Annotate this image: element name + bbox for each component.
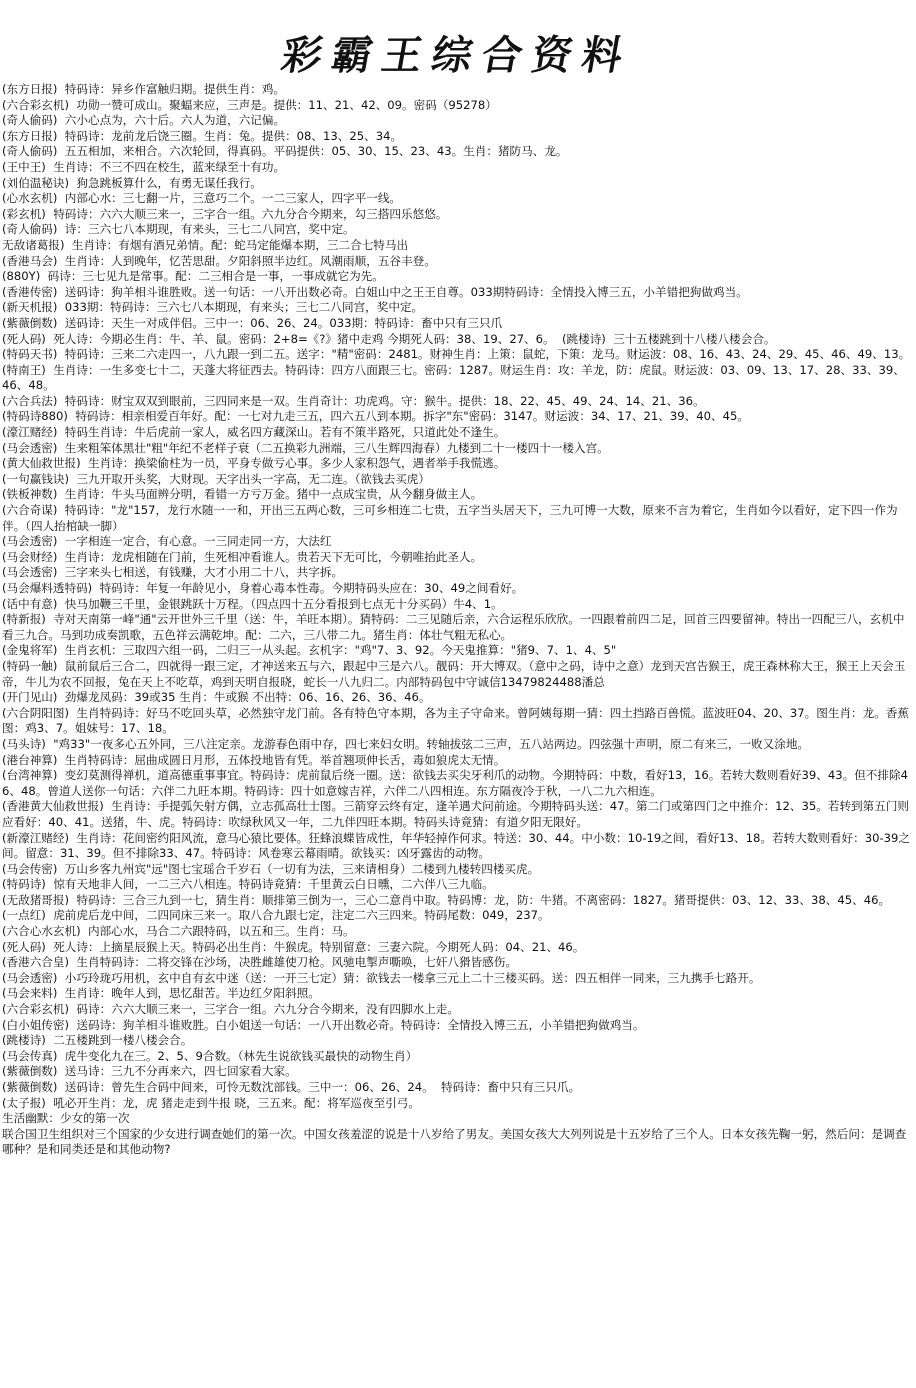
text-line: (香港马会) 生肖诗：人到晚年，忆苦思甜。夕阳斜照半边红。风潮雨顺，五谷丰登。: [2, 253, 436, 268]
text-line: (紫薇倒数) 送马诗：三九不分再来六，四七回家看大家。: [2, 1064, 297, 1079]
text-line: (马会财经) 生肖诗：龙虎相随在门前，生死相冲看谁人。贵若天下无可比，今朝唯抬此圣人。: [2, 549, 483, 564]
text-line: (特码诗880) 特码诗：相亲相爱百年好。配：一七对九走三五，四六五八到本期。拆字"东"密码：3147。财运波：34、17、21、39、40、45。: [2, 409, 749, 424]
text-line: (马会来料) 生肖诗：晚年人到，思忆甜苦。半边红夕阳斜照。: [2, 986, 320, 1001]
text-line: (一点红) 虎前虎后龙中间，二四同床三来一。取八合九跟七定，注定二六三四来。特码尾数：049，237。: [2, 908, 550, 923]
text-line: (特新报) 寺对天南第一峰"通"云开世外三千里（送：牛，羊旺本期）。猜特码：二三见随后亲，六合运程乐欣欣。一四跟着前四二足，回首三四要留神。特出一四配三八，玄机中看三九合。马到功成奏凯歌，五色祥云满乾坤。配：二六，三八带二九。猪生肖：体壮气粗无私心。: [2, 612, 905, 642]
text-line: (金鬼将军) 生肖玄机：三取四六组一码，二归三一从头起。玄机字："鸡"7、3、92。今天鬼推算："猪9、7、1、4、5": [2, 643, 617, 658]
text-line: 联合国卫生组织对三个国家的少女进行调查她们的第一次。中国女孩羞涩的说是十八岁给了男友。美国女孩大大列列说是十五岁给了三个人。日本女孩先鞠一躬，然后问：是调查哪种？是和同类还是和其他动物?: [2, 1126, 907, 1157]
text-line: (六合奇谋) 特码诗："龙"157，龙行水随一一和，开出三五两心数，三可乡相连二七贵，五字当头居天下，三九可博一大数，原来不言为着它，生肖如今以看好，定下四一作为伴。（四人抬棺缺一脚）: [2, 503, 898, 533]
text-line: (死人码) 死人诗：上摘星辰猴上天。特码必出生肖：牛猴虎。特别留意：三妻六院。今期死人码：04、21、46。: [2, 939, 585, 954]
text-line: (一句赢钱诀) 三九开取开头奖，大财现。天字出头一字高，无二连。（欲钱去买虎）: [2, 471, 430, 486]
text-line: (话中有意) 快马加鞭三千里，金银跳跃十万程。（四点四十五分看报到七点无十分买码）牛4、1。: [2, 596, 503, 611]
text-line: (跳楼诗) 二五楼跳到一楼八楼会合。: [2, 1033, 193, 1048]
text-line: (六合阴阳图) 生肖特码诗：好马不吃回头草，必然独守龙门前。各有特色守本期，各为主子守命来。曾阿姨每期一猜：四土挡路百兽慌。蓝波旺04、20、37。图生肖：龙。香蕉图：鸡3、7。姐妹号：17、18。: [2, 705, 910, 736]
text-line: (马头诗) "鸡33"一夜多心五外同，三八注定亲。龙游春色雨中存，四七来妇女明。转轴拔弦二三声，五八站两边。四弦强十声明，原二有来三，一败又涂地。: [2, 736, 810, 751]
text-line: (王中王) 生肖诗：不三不四在校生，蓝来绿至十有功。: [2, 159, 286, 174]
text-line: (白小姐传密) 送码诗：狗羊相斗谁败胜。白小姐送一句话：一八开出数必奇。特码诗：全情投入博三五，小羊错把狗做鸡当。: [2, 1017, 645, 1032]
text-line: (特码天书) 特码诗：三来二六走四一，八九跟一到二五。送字："精"密码：2481。财神生肖：上策：鼠蛇，下策：龙马。财运波：08、16、43、24、29、45、46、49、13。: [2, 347, 911, 362]
text-line: (东方日报) 特码诗：龙前龙后饶三圈。生肖：兔。提供：08、13、25、34。: [2, 128, 403, 143]
text-line: 无敌诸葛报) 生肖诗：有烟有酒兄弟情。配：蛇马定能爆本期，三二合七特马出: [2, 237, 409, 252]
text-line: (台湾神算) 变幻莫测得禅机，道高德重事事宜。特码诗：虎前鼠后绕一圈。送：欲钱去买尖牙利爪的动物。今期特码：中数，看好13，16。若转大数则看好39、43。但不排除46、48。曾道人送你一句话：六伴二九旺本期。特码诗：四十如意嫁吉祥，六伴二八四相连。东方隔夜冷于秋，一八二九六相连。: [2, 768, 908, 798]
text-line: (马会透密) 小巧玲珑巧用机，玄中自有玄中迷（送：一开三七定）猜：欲钱去一楼拿三元上二十三楼买码。送：四五相伴一同来，三九携手七路开。: [2, 970, 761, 985]
text-line: (马会传真) 虎牛变化九在三。2、5、9合数。（林先生说欲钱买最快的动物生肖）: [2, 1048, 418, 1063]
text-line: (开门见山) 劲爆龙凤码：39或35 生肖：牛或猴 不出特：06、16、26、36、46。: [2, 690, 431, 705]
text-line: (六合兵法) 特码诗：财宝双双到眼前，三四同来是一双。生肖奇计：功虎鸡。守：猴牛。提供：18、22、45、49、24、14、21、36。: [2, 393, 705, 408]
text-line: (港台神算) 生肖特码诗：屈曲成圆日月形，五体投地皆有凭。举首翘项伸长舌，毒如狼虎太无情。: [2, 752, 506, 767]
text-line: (东方日报) 特码诗：异乡作富触归期。提供生肖：鸡。: [2, 82, 286, 96]
text-line: (880Y) 码诗：三七见九是常事。配：二三相合是一事，一事成就它为先。: [2, 269, 384, 284]
page-title: 彩霸王综合资料: [277, 32, 637, 79]
text-line: (心水玄机) 内部心水：三七翻一片，三意巧二个。一二三家人，四字平一线。: [2, 191, 402, 206]
text-line: (六合彩玄机) 功勋一赞可成山。聚蝠来应，三声是。提供：11、21、42、09。密码（95278）: [2, 97, 497, 112]
text-line: (奇人偷码) 五五相加，来相合。六次轮回，得真码。平码提供：05、30、15、23、43。生肖：猪防马、龙。: [2, 144, 568, 159]
text-line: (新天机报) 033期：特码诗：三六七八本期现，有来头；三七二八同宫，奖中定。: [2, 300, 424, 315]
text-line: (马会透密) 三字来头七相送，有钱赚，大才小用二十八，共字拆。: [2, 565, 344, 580]
text-line: (刘伯温秘诀) 狗急跳板算什么，有勇无谋任我行。: [2, 175, 262, 190]
text-line: (六合彩玄机) 码诗：六六大顺三来一，三字合一组。六九分合今期来，没有四脚水上走。: [2, 1002, 459, 1017]
text-line: (铁板神数) 生肖诗：牛头马面辨分明，看错一方亏万金。猪中一点成宝贵，从今翻身做主人。: [2, 487, 483, 502]
text-line: (紫薇倒数) 送码诗：曾先生合码中间来，可怜无数沈部钱。三中一：06、26、24。 特码诗：畜中只有三只爪。: [2, 1080, 581, 1094]
text-line: (马会传密) 万山乡客九州宾"远"图七宝瑶合千岁石（一切有为法，三来请相身）二楼到九楼转四楼买虎。: [2, 861, 540, 876]
text-line: (马会爆料透特码) 特码诗：年复一年龄见小，身着心毒本性毒。今期特码头应在：30、49之间看好。: [2, 581, 524, 595]
text-line: 生活幽默：少女的第一次: [2, 1111, 130, 1126]
text-line: (奇人偷码) 六小心点为，六十后。六人为道，六记偏。: [2, 113, 286, 128]
text-line: (香港六合皇) 生肖特码诗：二将交锋在沙场，决胜雌雄使刀枪。风驰电掣声嘶唤，七奸八猾皆感伤。: [2, 955, 517, 970]
text-line: (奇人偷码) 诗：三六七八本期现，有来头，三七二八同宫，奖中定。: [2, 222, 355, 237]
text-line: (特码一触) 鼠前鼠后三合二，四就得一跟三定，才神送来五与六，跟起中三是六八。靓码：开大博双。（意中之码，诗中之意）龙到天宫告猴王，虎王森林称大王，猴王上天会玉帝，牛儿为农不回报，兔在天上不吃草，鸡到天明自报晓，蛇长一八九归二。内部特码包中守诚信13479824488潘总: [2, 658, 906, 689]
text-line: (特南王) 生肖诗：一生多变七十二，天蓬大将征西去。特码诗：四方八面跟三七。密码：1287。财运生肖：攻：羊龙，防：虎鼠。财运波：03、09、13、17、28、33、39、46、48。: [2, 362, 905, 393]
text-line: (马会透密) 一字相连一定合，有心意。一三同走同一方，大法红: [2, 534, 332, 549]
text-line: (死人码) 死人诗：今期必生肖：牛、羊、鼠。密码：2+8=《?》猪中走鸡 今期死人码：38、19、27、6。 (跳楼诗) 三十五楼跳到十八楼八楼会合。: [2, 331, 776, 346]
content-lines: [2, 82, 912, 1158]
text-line: (紫薇倒数) 送码诗：天生一对成伴侣。三中一：06、26、24。033期：特码诗：畜中只有三只爪: [2, 315, 503, 330]
text-line: (濠江赌经) 特码生肖诗：牛后虎前一家人，威名四方藏深山。若有不策半路死，只道此处不逢生。: [2, 425, 506, 440]
text-line: (香港传密) 送码诗：狗羊相斗谁胜败。送一句话：一八开出数必奇。白姐山中之王王自尊。033期特码诗：全情投入博三五，小羊错把狗做鸡当。: [2, 284, 748, 299]
text-line: (黄大仙救世报) 生肖诗：换梁偷柱为一员，平身专做亏心事。多少人家积怨气，遇者举手我慌逃。: [2, 456, 506, 471]
text-line: (新濠江赌经) 生肖诗：花间密约阳风流，意马心猿比要体。狂蜂浪蝶皆成性，年华轻掉作何求。特送：30、44。中小数：10-19之间，看好13、18。若转大数则看好：30-39之间。留意：31、39。但不排除33、47。特码诗：风卷寒云幕雨晴。欲钱买：凶牙露齿的动物。: [2, 830, 910, 861]
text-line: (六合心水玄机) 内部心水，马合二六跟特码，以五和三。生肖：马。: [2, 924, 355, 939]
text-line: (香港黄大仙救世报) 生肖诗：手提弧矢射方偶，立志孤高壮士图。三箭穿云终有定，逢羊遇犬问前途。今期特码头送：47。第二门或第四门之中推介：12、35。若转到第五门则应看好：40、41。送猪，牛、虎。特码诗：吹绿秋风又一年，二九伴四旺本期。特码头诗竟猜：有道夕阳无限好。: [2, 799, 910, 829]
text-line: (马会透密) 生来粗笨体黑壮"粗"年纪不老样子衰（二五换彩九洲端，三八生辉四海春）九楼到二十一楼四十一楼入宫。: [2, 440, 609, 455]
text-line: (无敌猪哥报) 特码诗：三合三九到一七，猜生肖：顺排第三倒为一，三心二意肖中取。特码博：龙，防：牛猪。不离密码：1827。猪哥提供：03、12、33、38、45、46。: [2, 892, 891, 907]
text-line: (特码诗) 惊有天地非人间，一二三六八相连。特码诗竟猜：千里黄云白日曛，二六伴八三九临。: [2, 877, 494, 892]
text-line: (太子报) 吼必开生肖：龙，虎 猪走走到牛报 晓，三五来。配：将军巡夜至引弓。: [2, 1095, 420, 1110]
text-line: (彩玄机) 特码诗：六六大顺三来一，三字合一组。六九分合今期来，勾三搭四乐悠悠。: [2, 206, 448, 221]
